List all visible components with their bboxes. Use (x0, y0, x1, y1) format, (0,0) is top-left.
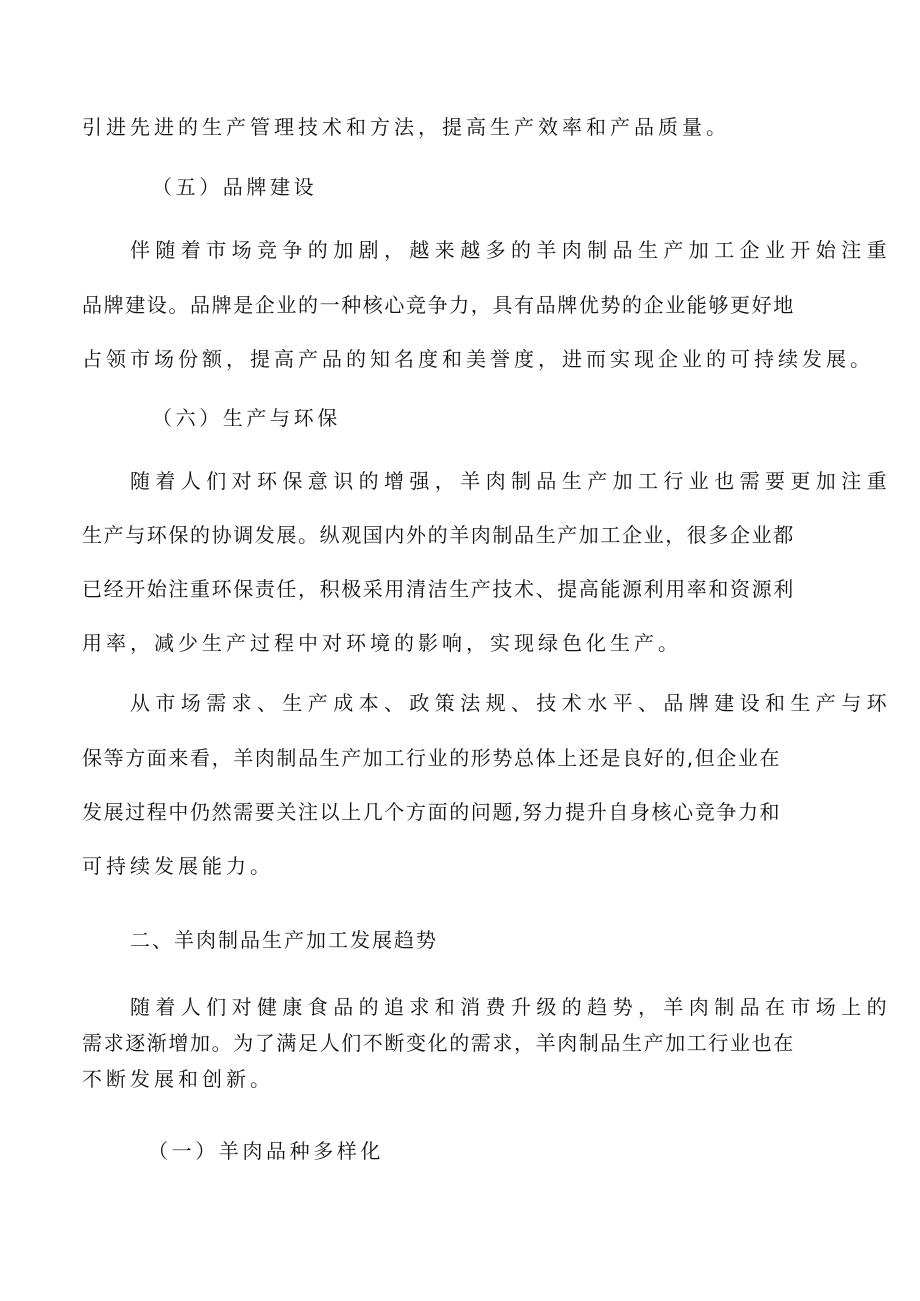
paragraph-line: 随着人们对环保意识的增强，羊肉制品生产加工行业也需要更加注重 (130, 469, 892, 493)
paragraph-line: 从市场需求、生产成本、政策法规、技术水平、品牌建设和生产与环 (130, 691, 892, 715)
section-heading-brand: （五）品牌建设 (152, 175, 318, 199)
paragraph-line: 生产与环保的协调发展。纵观国内外的羊肉制品生产加工企业，很多企业都 (82, 523, 795, 547)
paragraph-line: 随着人们对健康食品的追求和消费升级的趋势，羊肉制品在市场上的 (130, 995, 892, 1019)
paragraph-line: 引进先进的生产管理技术和方法，提高生产效率和产品质量。 (82, 115, 730, 139)
paragraph-line: 保等方面来看，羊肉制品生产加工行业的形势总体上还是良好的,但企业在 (82, 746, 782, 770)
paragraph-line: 占领市场份额，提高产品的知名度和美誉度，进而实现企业的可持续发展。 (82, 347, 874, 371)
paragraph-line: 发展过程中仍然需要关注以上几个方面的问题,努力提升自身核心竞争力和 (82, 800, 782, 824)
paragraph-line: 需求逐渐增加。为了满足人们不断变化的需求，羊肉制品生产加工行业也在 (82, 1031, 795, 1055)
paragraph-line: 不断发展和创新。 (82, 1067, 274, 1091)
paragraph-line: 可持续发展能力。 (82, 854, 274, 878)
paragraph-line: 用率，减少生产过程中对环境的影响，实现绿色化生产。 (82, 631, 682, 655)
section-heading-environment: （六）生产与环保 (152, 406, 341, 430)
paragraph-line: 已经开始注重环保责任，积极采用清洁生产技术、提高能源利用率和资源利 (82, 577, 795, 601)
paragraph-line: 伴随着市场竞争的加剧，越来越多的羊肉制品生产加工企业开始注重 (130, 238, 892, 262)
section-heading-trend: 二、羊肉制品生产加工发展趋势 (130, 928, 438, 952)
section-heading-variety: （一）羊肉品种多样化 (148, 1139, 384, 1163)
paragraph-line: 品牌建设。品牌是企业的一种核心竞争力，具有品牌优势的企业能够更好地 (82, 293, 795, 317)
